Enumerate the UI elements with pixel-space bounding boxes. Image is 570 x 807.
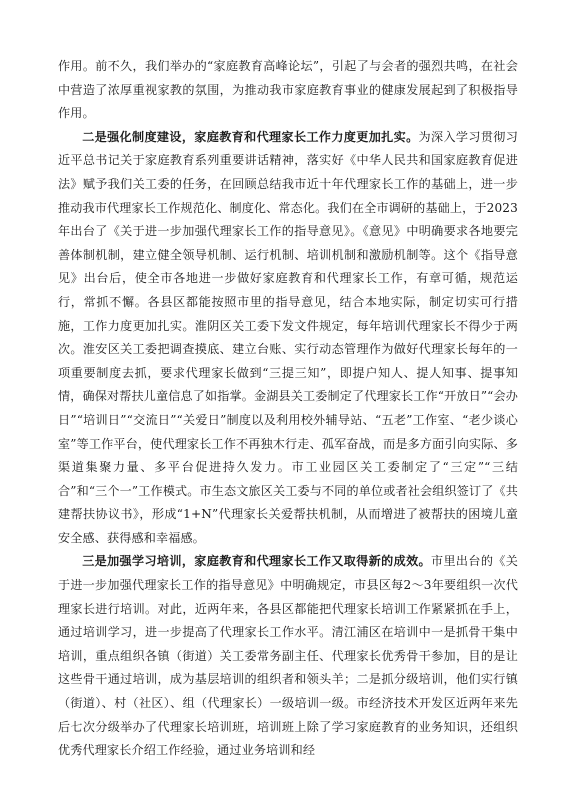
paragraph-system-building	[58, 126, 518, 551]
paragraph-heading: 二是强化制度建设，家庭教育和代理家长工作力度更加扎实。	[82, 129, 419, 144]
paragraph-text: 为深入学习贯彻习近平总书记关于家庭教育系列重要讲话精神，落实好《中华人民共和国家庭教育促进法》赋予我们关工委的任务，在回顾总结我市近十年代理家长工作的基础上，进一步推动我市代理家长工作规范化、制度化、常态化。我们在全市调研的基础上，于2023年出台了《关于进一步加强代理家长工作的指导意见》。《意见》中明确要求各地要完善体制机制，建立健全领导机制、运行机制、培训机制和激励机制等。这个《指导意见》出台后，使全市各地进一步做好家庭教育和代理家长工作，有章可循，规范运行，常抓不懈。各县区都能按照市里的指导意见，结合本地实际，制定切实可行措施，工作力度更加扎实。淮阴区关工委下发文件规定，每年培训代理家长不得少于两次。淮安区关工委把调查摸底、建立台账、实行动态管理作为做好代理家长每年的一项重要制度去抓，要求代理家长做到“三提三知”，即提户知人、提人知事、提事知情，确保对帮扶儿童信息了如指掌。金湖县关工委制定了代理家长工作“开放日”“会办日”“培训日”“交流日”“关爱日”制度以及利用校外辅导站、“五老”工作室、“老少谈心室”等工作平台，使代理家长工作不再独木行走、孤军奋战，而是多方面引向实际、多渠道集聚力量、多平台促进持久发力。市工业园区关工委制定了“三定”“三结合”和“三个一”工作模式。市生态文旅区关工委与不同的单位或者社会组织签订了《共建帮扶协议书》，形成“1+N”代理家长关爱帮扶机制，从而增进了被帮扶的困境儿童安全感、获得感和幸福感。	[58, 129, 518, 545]
paragraph-text: 市里出台的《关于进一步加强代理家长工作的指导意见》中明确规定，市县区每2～3年要组织一次代理家长进行培训。对此，近两年来，各县区都能把代理家长培训工作紧紧抓在手上，通过培训学习，进一步提高了代理家长工作水平。清江浦区在培训中一是抓骨干集中培训，重点组织各镇（街道）关工委常务副主任、代理家长优秀骨干参加，目的是让这些骨干通过培训，成为基层培训的组织者和领头羊；二是抓分级培训，他们实行镇（街道）、村（社区）、组（代理家长）一级培训一级。市经济技术开发区近两年来先后七次分级举办了代理家长培训班，培训班上除了学习家庭教育的业务知识，还组织优秀代理家长介绍工作经验，通过业务培训和经	[58, 554, 518, 758]
document-page	[58, 55, 518, 763]
paragraph-heading: 三是加强学习培训，家庭教育和代理家长工作又取得新的成效。	[82, 554, 431, 569]
paragraph-continuation	[58, 55, 518, 126]
paragraph-training	[58, 550, 518, 762]
paragraph-text: 作用。前不久，我们举办的“家庭教育高峰论坛”，引起了与会者的强烈共鸣，在社会中营造了浓厚重视家教的氛围，为推动我市家庭教育事业的健康发展起到了积极指导作用。	[58, 59, 518, 121]
